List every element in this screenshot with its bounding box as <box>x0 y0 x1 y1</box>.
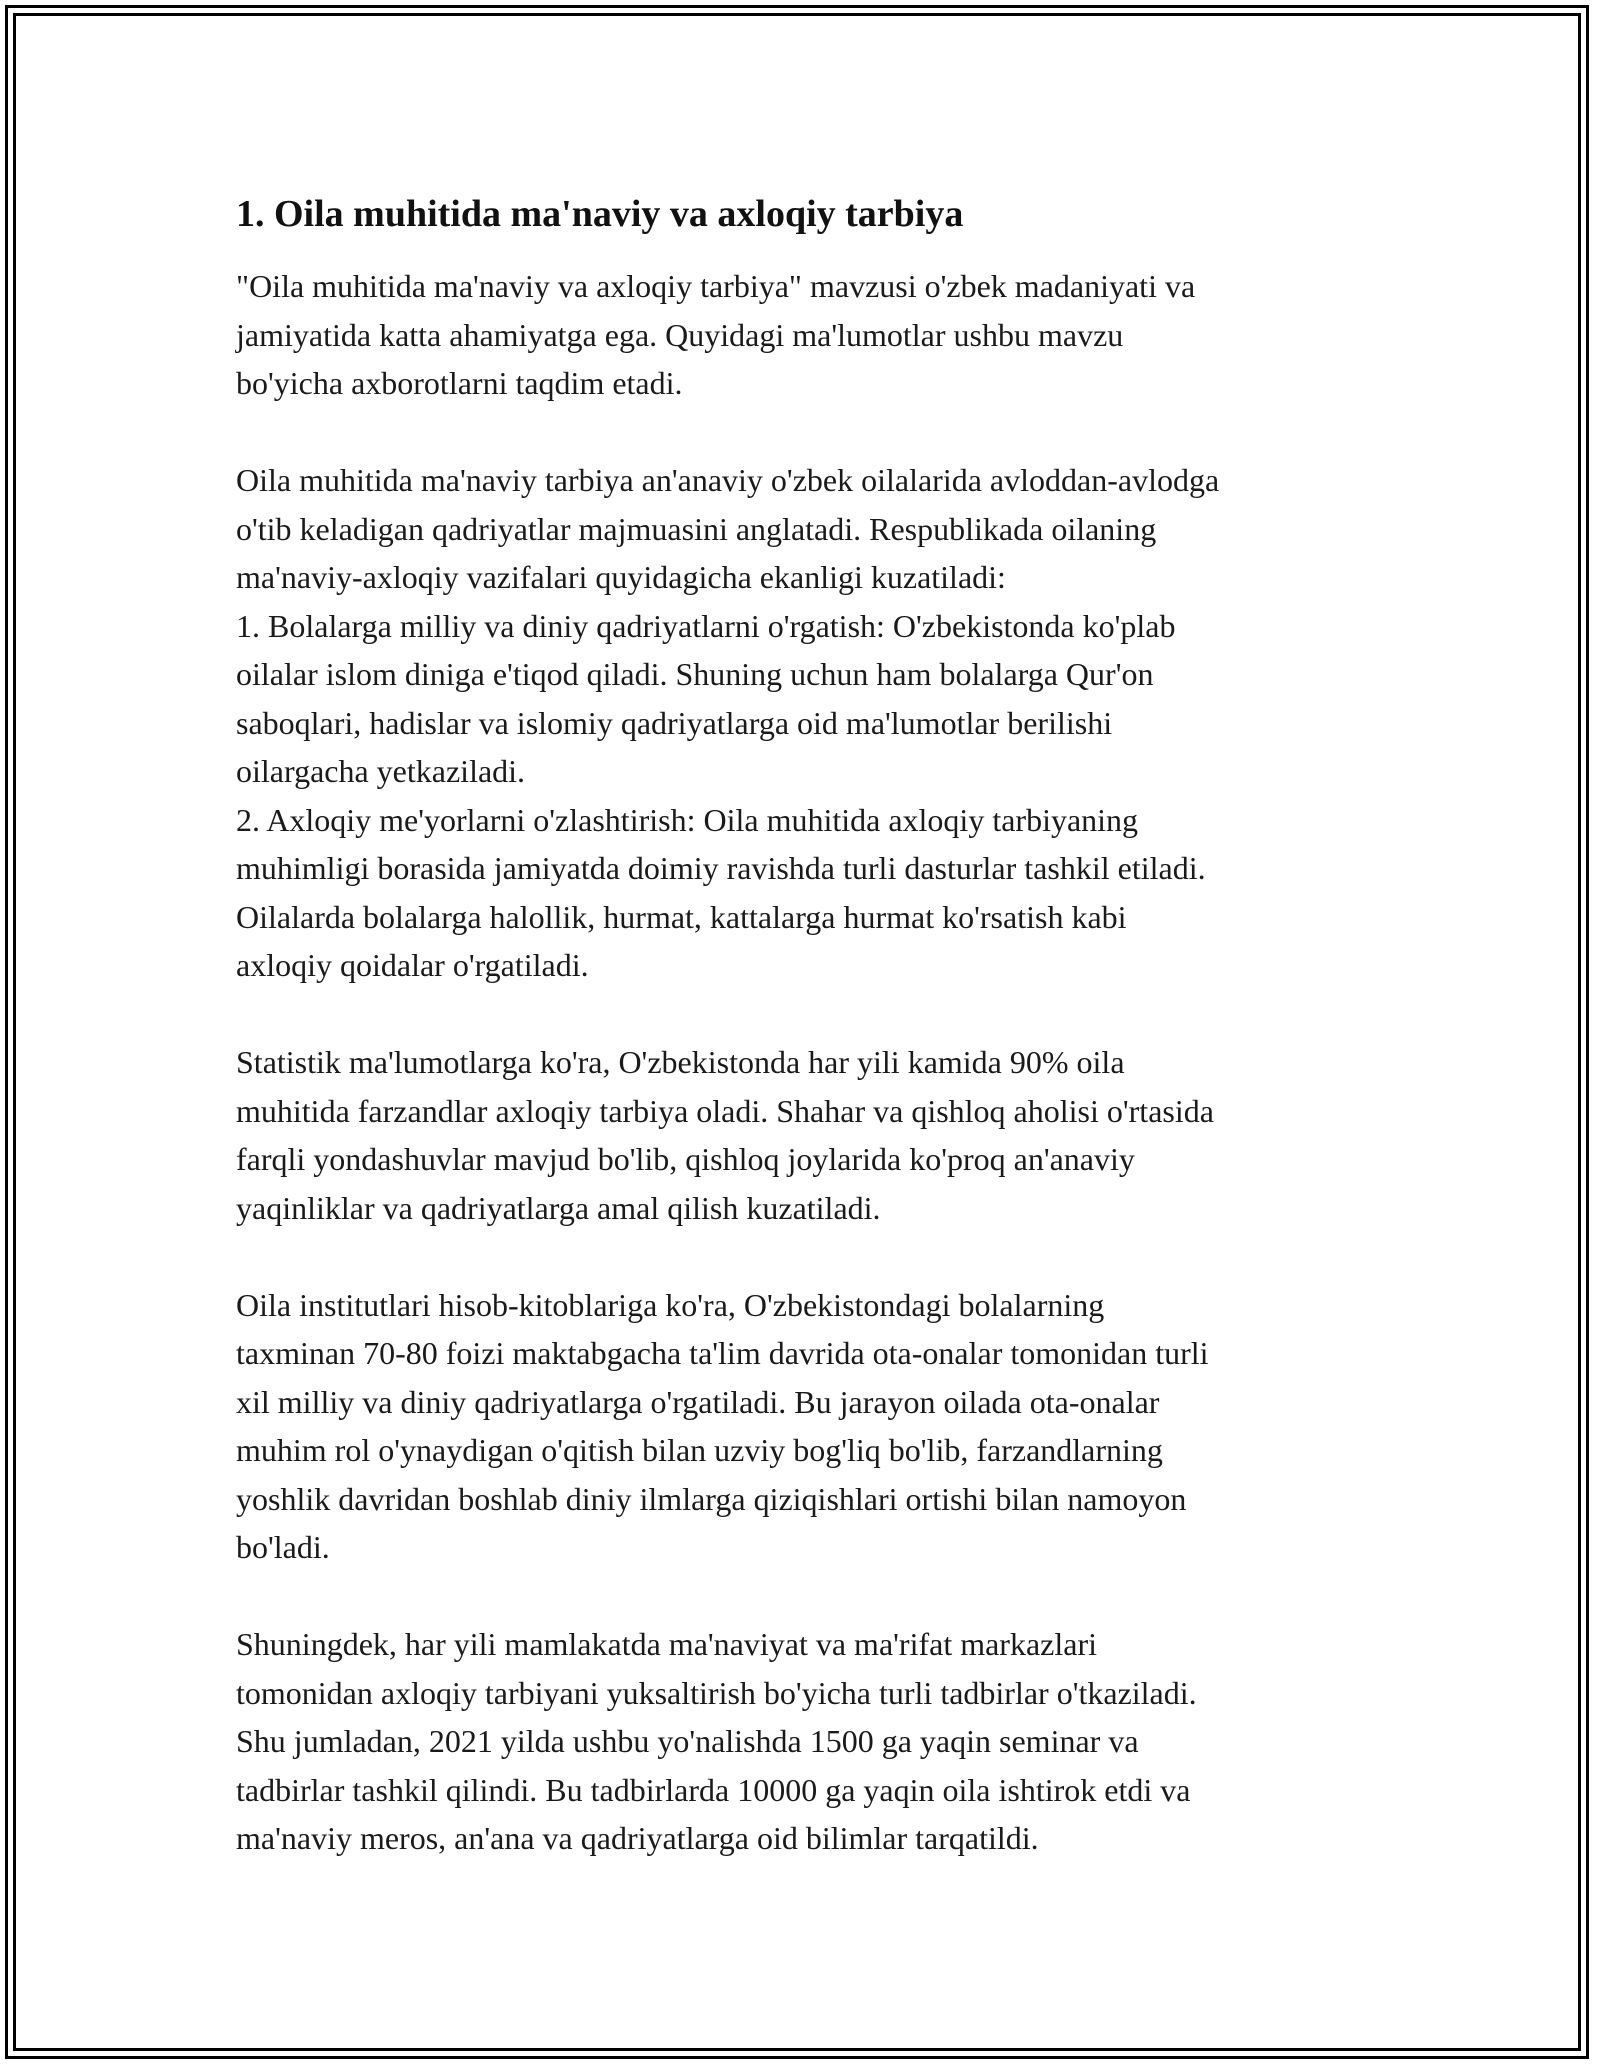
paragraph-gap <box>236 990 1376 1039</box>
text-line: farqli yondashuvlar mavjud bo'lib, qishloq joylarida ko'proq an'anaviy <box>236 1141 1135 1177</box>
text-line: xil milliy va diniy qadriyatlarga o'rgatiladi. Bu jarayon oilada ota-onalar <box>236 1383 1160 1420</box>
paragraph-intro <box>236 262 1376 408</box>
paragraph-gap <box>236 408 1376 457</box>
text-line: o'tib keladigan qadriyatlar majmuasini anglatadi. Respublikada oilaning <box>236 510 1157 547</box>
text-line: tomonidan axloqiy tarbiyani yuksaltirish bo'yicha turli tadbirlar o'tkaziladi. <box>236 1674 1197 1711</box>
text-line: Oilalarda bolalarga halollik, hurmat, kattalarga hurmat ko'rsatish kabi <box>236 898 1127 935</box>
text-line: Oila institutlari hisob-kitoblariga ko'ra, O'zbekistondagi bolalarning <box>236 1286 1105 1323</box>
paragraph-events <box>236 1620 1376 1863</box>
text-line: Shu jumladan, 2021 yilda ushbu yo'nalishda 1500 ga yaqin seminar va <box>236 1723 1139 1759</box>
text-line: bo'yicha axborotlarni taqdim etadi. <box>236 365 683 401</box>
text-line: yoshlik davridan boshlab diniy ilmlarga qiziqishlari ortishi bilan namoyon <box>236 1480 1187 1517</box>
text-line: bo'ladi. <box>236 1529 330 1565</box>
text-line: axloqiy qoidalar o'rgatiladi. <box>236 947 589 983</box>
text-line: oilalar islom diniga e'tiqod qiladi. Shuning uchun ham bolalarga Qur'on <box>236 656 1154 692</box>
text-line: taxminan 70-80 foizi maktabgacha ta'lim davrida ota-onalar tomonidan turli <box>236 1335 1209 1371</box>
text-line: tadbirlar tashkil qilindi. Bu tadbirlarda 10000 ga yaqin oila ishtirok etdi va <box>236 1771 1191 1808</box>
text-line: muhitida farzandlar axloqiy tarbiya oladi. Shahar va qishloq aholisi o'rtasida <box>236 1092 1214 1129</box>
text-line: saboqlari, hadislar va islomiy qadriyatlarga oid ma'lumotlar berilishi <box>236 704 1113 741</box>
document-content <box>236 188 1376 1863</box>
text-line: jamiyatida katta ahamiyatga ega. Quyidagi ma'lumotlar ushbu mavzu <box>236 316 1124 353</box>
paragraph-gap <box>236 1232 1376 1281</box>
text-line: muhim rol o'ynaydigan o'qitish bilan uzviy bog'liq bo'lib, farzandlarning <box>236 1432 1163 1468</box>
text-line: "Oila muhitida ma'naviy va axloqiy tarbiya" mavzusi o'zbek madaniyati va <box>236 268 1196 304</box>
text-line: Oila muhitida ma'naviy tarbiya an'anaviy o'zbek oilalarida avloddan-avlodga <box>236 462 1220 498</box>
text-line: Statistik ma'lumotlarga ko'ra, O'zbekistonda har yili kamida 90% oila <box>236 1044 1125 1080</box>
list-item-line: 2. Axloqiy me'yorlarni o'zlashtirish: Oila muhitida axloqiy tarbiyaning <box>236 801 1139 838</box>
paragraph-family-institutes <box>236 1281 1376 1572</box>
text-line: Shuningdek, har yili mamlakatda ma'naviyat va ma'rifat markazlari <box>236 1626 1097 1662</box>
text-line: ma'naviy meros, an'ana va qadriyatlarga oid bilimlar tarqatildi. <box>236 1820 1039 1856</box>
section-heading: 1. Oila muhitida ma'naviy va axloqiy tarbiya <box>236 193 964 235</box>
text-line: ma'naviy-axloqiy vazifalari quyidagicha ekanligi kuzatiladi: <box>236 559 1006 595</box>
list-item-line: 1. Bolalarga milliy va diniy qadriyatlarni o'rgatish: O'zbekistonda ko'plab <box>236 607 1176 644</box>
text-line: yaqinliklar va qadriyatlarga amal qilish kuzatiladi. <box>236 1189 881 1226</box>
paragraph-statistics <box>236 1038 1376 1232</box>
text-line: muhimligi borasida jamiyatda doimiy ravishda turli dasturlar tashkil etiladi. <box>236 850 1206 886</box>
paragraph-gap <box>236 1572 1376 1621</box>
text-line: oilargacha yetkaziladi. <box>236 753 526 789</box>
paragraph-spiritual-education <box>236 456 1376 990</box>
